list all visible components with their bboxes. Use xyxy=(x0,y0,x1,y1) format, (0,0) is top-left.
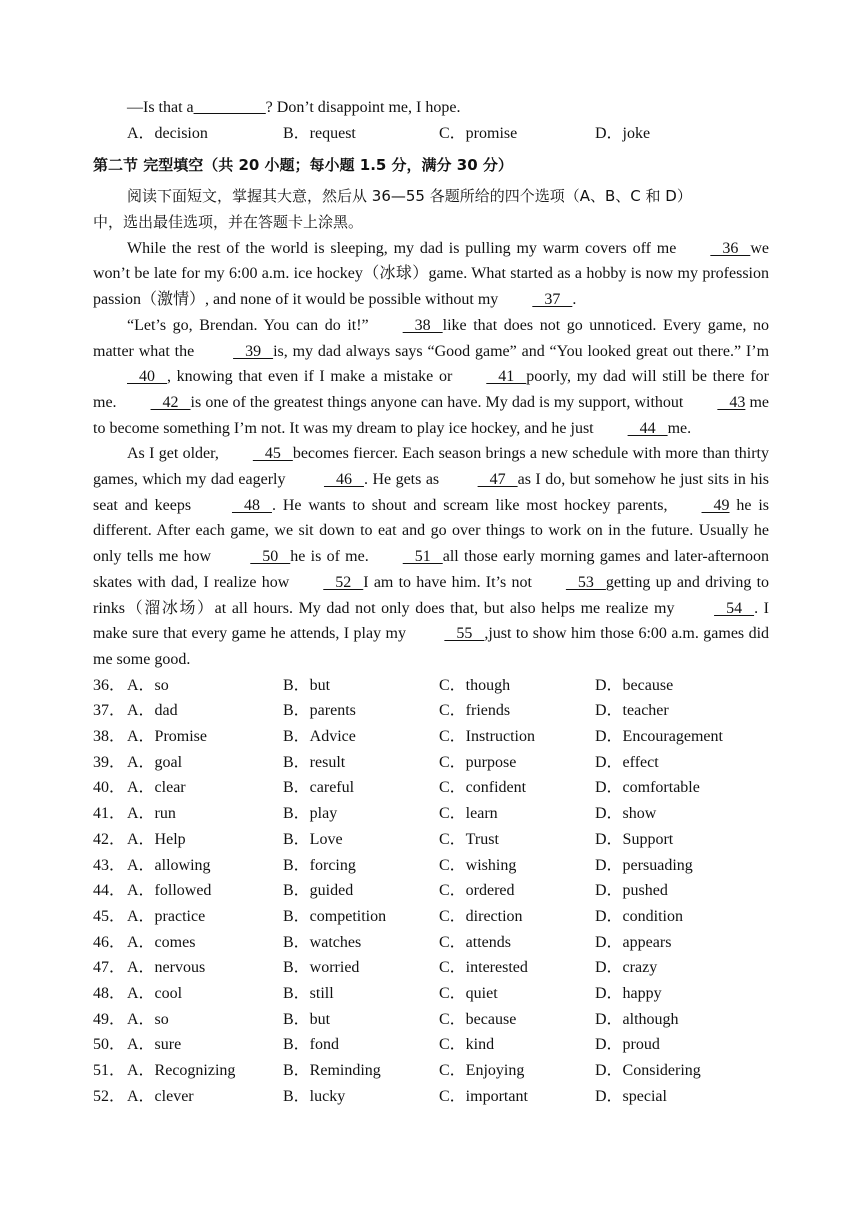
question-row xyxy=(93,1084,769,1110)
exam-content xyxy=(93,95,769,1109)
question-row xyxy=(93,1007,769,1033)
question-number: 42． xyxy=(93,830,126,848)
option-d: D．because xyxy=(595,676,674,694)
section-instruction-line1: 阅读下面短文，掌握其大意，然后从 36—55 各题所给的四个选项（A、B、C 和 D） xyxy=(127,187,692,206)
question-number: 51． xyxy=(93,1062,126,1080)
blank-45: 45 xyxy=(252,445,293,463)
prev-question-stem xyxy=(93,95,769,121)
option-d: D．proud xyxy=(595,1036,660,1054)
question-number: 39． xyxy=(93,753,126,771)
option-d: D．teacher xyxy=(595,702,669,720)
blank-54: 54 xyxy=(714,599,755,617)
blank-37: 37 xyxy=(532,291,573,309)
option-b: B．fond xyxy=(283,1036,340,1054)
question-number: 37． xyxy=(93,702,126,720)
option-c: C．ordered xyxy=(439,882,515,900)
question-number: 46． xyxy=(93,933,126,951)
option-b: B．request xyxy=(283,124,356,142)
option-b: B．but xyxy=(283,1010,331,1028)
option-a: A．Recognizing xyxy=(127,1062,236,1080)
option-a: A．Help xyxy=(127,830,186,848)
blank-55: 55 xyxy=(444,625,485,643)
blank-41: 41 xyxy=(486,368,527,386)
blank-38: 38 xyxy=(402,316,443,334)
option-c: C．Trust xyxy=(439,830,499,848)
question-row xyxy=(93,853,769,879)
option-c: C．quiet xyxy=(439,984,498,1002)
option-a: A．dad xyxy=(127,702,178,720)
question-row xyxy=(93,827,769,853)
option-c: C．important xyxy=(439,1087,528,1105)
option-b: B．Reminding xyxy=(283,1062,381,1080)
option-c: C．kind xyxy=(439,1036,495,1054)
option-d: D．pushed xyxy=(595,882,668,900)
section-instruction-line2: 中，选出最佳选项，并在答题卡上涂黑。 xyxy=(93,213,364,232)
question-row xyxy=(93,981,769,1007)
option-d: D．comfortable xyxy=(595,779,700,797)
blank-47: 47 xyxy=(477,471,518,489)
option-a: A．so xyxy=(127,676,169,694)
option-a: A．clear xyxy=(127,779,186,797)
blank-53: 53 xyxy=(565,573,606,591)
option-a: A．followed xyxy=(127,882,212,900)
option-b: B．still xyxy=(283,984,334,1002)
question-number: 40． xyxy=(93,779,126,797)
blank-43: 43 xyxy=(717,393,746,411)
question-number: 48． xyxy=(93,984,126,1002)
option-d: D．Encouragement xyxy=(595,728,723,746)
option-c: C．Instruction xyxy=(439,728,535,746)
option-a: A．so xyxy=(127,1010,169,1028)
option-a: A．comes xyxy=(127,933,196,951)
question-row xyxy=(93,955,769,981)
question-row xyxy=(93,930,769,956)
option-a: A．cool xyxy=(127,984,183,1002)
option-d: D．special xyxy=(595,1087,667,1105)
option-b: B．but xyxy=(283,676,331,694)
option-b: B．forcing xyxy=(283,856,356,874)
option-a: A．goal xyxy=(127,753,183,771)
question-row xyxy=(93,878,769,904)
option-c: C．because xyxy=(439,1010,517,1028)
question-number: 49． xyxy=(93,1010,126,1028)
question-row xyxy=(93,698,769,724)
blank-39: 39 xyxy=(233,342,274,360)
option-c: C．wishing xyxy=(439,856,517,874)
question-row xyxy=(93,775,769,801)
question-number: 38． xyxy=(93,728,126,746)
option-b: B．careful xyxy=(283,779,355,797)
blank-42: 42 xyxy=(150,393,191,411)
option-c: C．interested xyxy=(439,959,528,977)
blank-51: 51 xyxy=(402,548,443,566)
question-number: 36． xyxy=(93,676,126,694)
option-c: C．attends xyxy=(439,933,511,951)
blank-50: 50 xyxy=(250,548,291,566)
question-row xyxy=(93,904,769,930)
question-number: 50． xyxy=(93,1036,126,1054)
option-a: A．practice xyxy=(127,907,206,925)
option-b: B．parents xyxy=(283,702,356,720)
question-number: 44． xyxy=(93,882,126,900)
option-d: D．appears xyxy=(595,933,672,951)
option-d: D．happy xyxy=(595,984,662,1002)
option-d: D．Considering xyxy=(595,1062,701,1080)
option-c: C．direction xyxy=(439,907,523,925)
option-d: D．persuading xyxy=(595,856,693,874)
option-b: B．lucky xyxy=(283,1087,346,1105)
option-a: A．clever xyxy=(127,1087,194,1105)
blank-40: 40 xyxy=(127,368,167,386)
blank-48: 48 xyxy=(231,496,272,514)
question-number: 45． xyxy=(93,907,126,925)
question-row xyxy=(93,1032,769,1058)
question-row xyxy=(93,750,769,776)
blank-44: 44 xyxy=(627,419,668,437)
question-number: 52． xyxy=(93,1087,126,1105)
option-c: C．though xyxy=(439,676,511,694)
option-d: D．joke xyxy=(595,124,651,142)
option-d: D．although xyxy=(595,1010,679,1028)
passage-paragraph-2: “Let’s go, Brendan. You can do it!” 38 like that does not go unnoticed. Every game, no matter what the 39 is, my dad always says “Good game” and “You looked great out there.” I’m 40 , knowing that even if I make a mistake or 41 poorly, my dad will still be there for me. 42 is one of the greatest things anyone can have. My dad is my support, without 43 me to become something I’m not. It was my dream to play ice hockey, and he just 44 me. xyxy=(93,313,769,442)
option-b: B．Advice xyxy=(283,728,356,746)
option-b: B．guided xyxy=(283,882,354,900)
option-d: D．show xyxy=(595,805,657,823)
blank-46: 46 xyxy=(323,471,364,489)
option-d: D．effect xyxy=(595,753,659,771)
blank-36: 36 xyxy=(710,239,751,257)
blank-49: 49 xyxy=(701,496,730,514)
option-d: D．Support xyxy=(595,830,674,848)
option-c: C．promise xyxy=(439,124,518,142)
question-number: 47． xyxy=(93,959,126,977)
option-a: A．decision xyxy=(127,124,208,142)
option-b: B．watches xyxy=(283,933,362,951)
passage-paragraph-3: As I get older, 45 becomes fiercer. Each season brings a new schedule with more than thirty games, which my dad eagerly 46 . He gets as 47 as I do, but somehow he just sits in his seat and keeps 48 . He wants to shout and scream like most hockey parents, 49 he is different. After each game, we sit down to eat and go over things to work on in the future. Usually he only tells me how 50 he is of me. 51 all those early morning games and later-afternoon skates with dad, I realize how 52 I am to have him. It’s not 53 getting up and driving to rinks（溜冰场）at all hours. My dad not only does that, but also helps me realize my 54 . I make sure that every game he attends, I play my 55 ,just to show him those 6:00 a.m. games did me some good. xyxy=(93,441,769,672)
answer-blank: _________ xyxy=(193,99,266,116)
question-row xyxy=(93,801,769,827)
option-b: B．play xyxy=(283,805,338,823)
option-b: B．competition xyxy=(283,907,387,925)
option-c: C．Enjoying xyxy=(439,1062,525,1080)
option-b: B．worried xyxy=(283,959,360,977)
option-c: C．learn xyxy=(439,805,498,823)
stem-text: —Is that a xyxy=(127,99,194,116)
question-option-list xyxy=(93,673,769,1110)
option-d: D．crazy xyxy=(595,959,658,977)
option-a: A．sure xyxy=(127,1036,182,1054)
prev-question-options xyxy=(93,121,769,147)
option-d: D．condition xyxy=(595,907,683,925)
option-c: C．friends xyxy=(439,702,511,720)
question-number: 41． xyxy=(93,805,126,823)
question-number: 43． xyxy=(93,856,126,874)
option-a: A．nervous xyxy=(127,959,206,977)
blank-52: 52 xyxy=(323,573,364,591)
passage-paragraph-1: While the rest of the world is sleeping, my dad is pulling my warm covers off me 36 we won’t be late for my 6:00 a.m. ice hockey（冰球）game. What started as a hobby is now my profession passion（激情）, and none of it would be possible without my 37 . xyxy=(93,236,769,313)
option-a: A．run xyxy=(127,805,176,823)
cloze-passage xyxy=(93,236,769,673)
option-b: B．result xyxy=(283,753,346,771)
option-c: C．confident xyxy=(439,779,527,797)
question-row xyxy=(93,1058,769,1084)
question-row xyxy=(93,673,769,699)
option-a: A．Promise xyxy=(127,728,208,746)
option-b: B．Love xyxy=(283,830,343,848)
question-row xyxy=(93,724,769,750)
option-a: A．allowing xyxy=(127,856,211,874)
stem-text: ? Don’t disappoint me, I hope. xyxy=(265,99,461,116)
section-title: 第二节 完型填空（共 20 小题；每小题 1.5 分，满分 30 分） xyxy=(93,156,513,175)
option-c: C．purpose xyxy=(439,753,517,771)
